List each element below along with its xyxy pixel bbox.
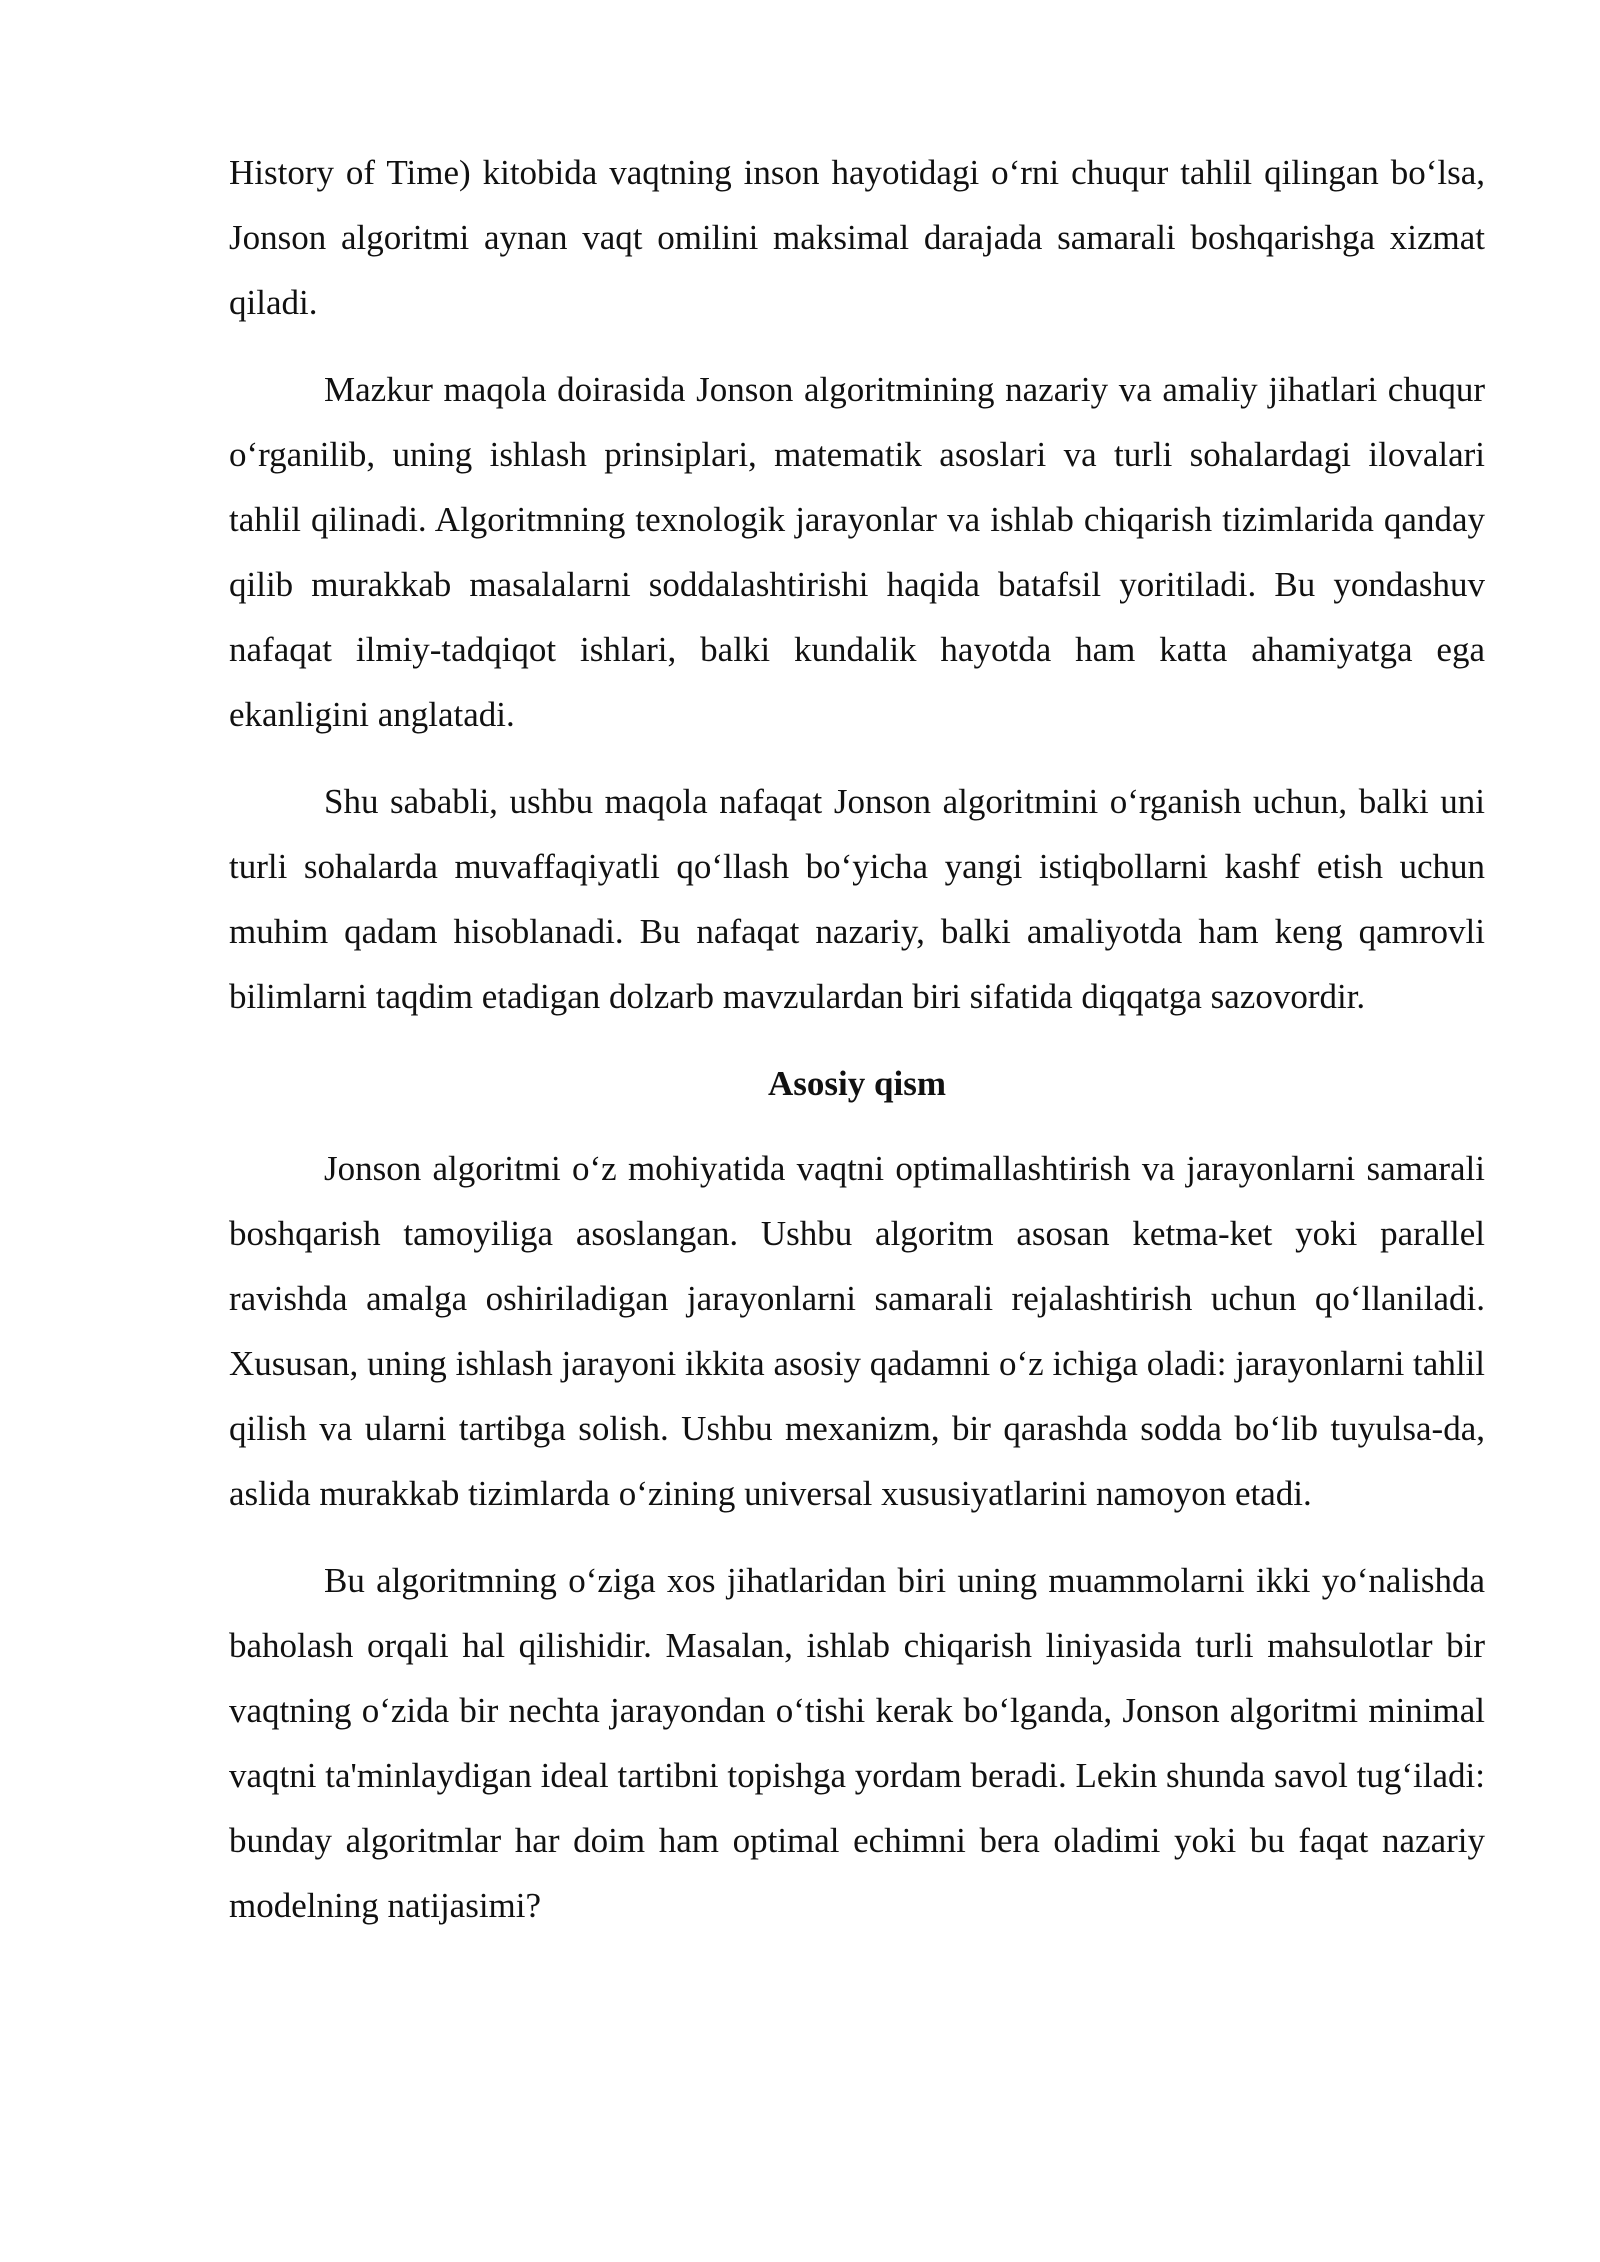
paragraph-algorithm-features: Bu algoritmning o‘ziga xos jihatlaridan biri uning muammolarni ikki yo‘nalishda baholash orqali hal qilishidir. Masalan, ishlab chiqarish liniyasida turli mahsulotlar bir vaqtning o‘zida bir nechta jarayondan o‘tishi kerak bo‘lganda, Jonson algoritmi minimal vaqtni ta'minlaydigan ideal tartibni topishga yordam beradi. Lekin shunda savol tug‘iladi: bunday algoritmlar har doim ham optimal echimni bera oladimi yoki bu faqat nazariy modelning natijasimi? [229, 1561, 1485, 1925]
section-heading: Asosiy qism [768, 1064, 946, 1103]
paragraph-article-significance: Shu sababli, ushbu maqola nafaqat Jonson algoritmini o‘rganish uchun, balki uni turli sohalarda muvaffaqiyatli qo‘llash bo‘yicha yangi istiqbollarni kashf etish uchun muhim qadam hisoblanadi. Bu nafaqat nazariy, balki amaliyotda ham keng qamrovli bilimlarni taqdim etadigan dolzarb mavzulardan biri sifatida diqqatga sazovordir. [229, 782, 1485, 1016]
paragraph-article-scope: Mazkur maqola doirasida Jonson algoritmining nazariy va amaliy jihatlari chuqur o‘rganilib, uning ishlash prinsiplari, matematik asoslari va turli sohalardagi ilovalari tahlil qilinadi. Algoritmning texnologik jarayonlar va ishlab chiqarish tizimlarida qanday qilib murakkab masalalarni soddalashtirishi haqida batafsil yoritiladi. Bu yondashuv nafaqat ilmiy-tadqiqot ishlari, balki kundalik hayotda ham katta ahamiyatga ega ekanligini anglatadi. [229, 370, 1485, 734]
document-page [229, 140, 1485, 1960]
paragraph-algorithm-essence: Jonson algoritmi o‘z mohiyatida vaqtni optimallashtirish va jarayonlarni samarali boshqarish tamoyiliga asoslangan. Ushbu algoritm asosan ketma-ket yoki parallel ravishda amalga oshiriladigan jarayonlarni samarali rejalashtirish uchun qo‘llaniladi. Xususan, uning ishlash jarayoni ikkita asosiy qadamni o‘z ichiga oladi: jarayonlarni tahlil qilish va ularni tartibga solish. Ushbu mexanizm, bir qarashda sodda bo‘lib tuyulsa-da, aslida murakkab tizimlarda o‘zining universal xususiyatlarini namoyon etadi. [229, 1149, 1485, 1513]
paragraph-intro-continuation: History of Time) kitobida vaqtning inson hayotidagi o‘rni chuqur tahlil qilingan bo‘lsa, Jonson algoritmi aynan vaqt omilini maksimal darajada samarali boshqarishga xizmat qiladi. [229, 153, 1485, 322]
